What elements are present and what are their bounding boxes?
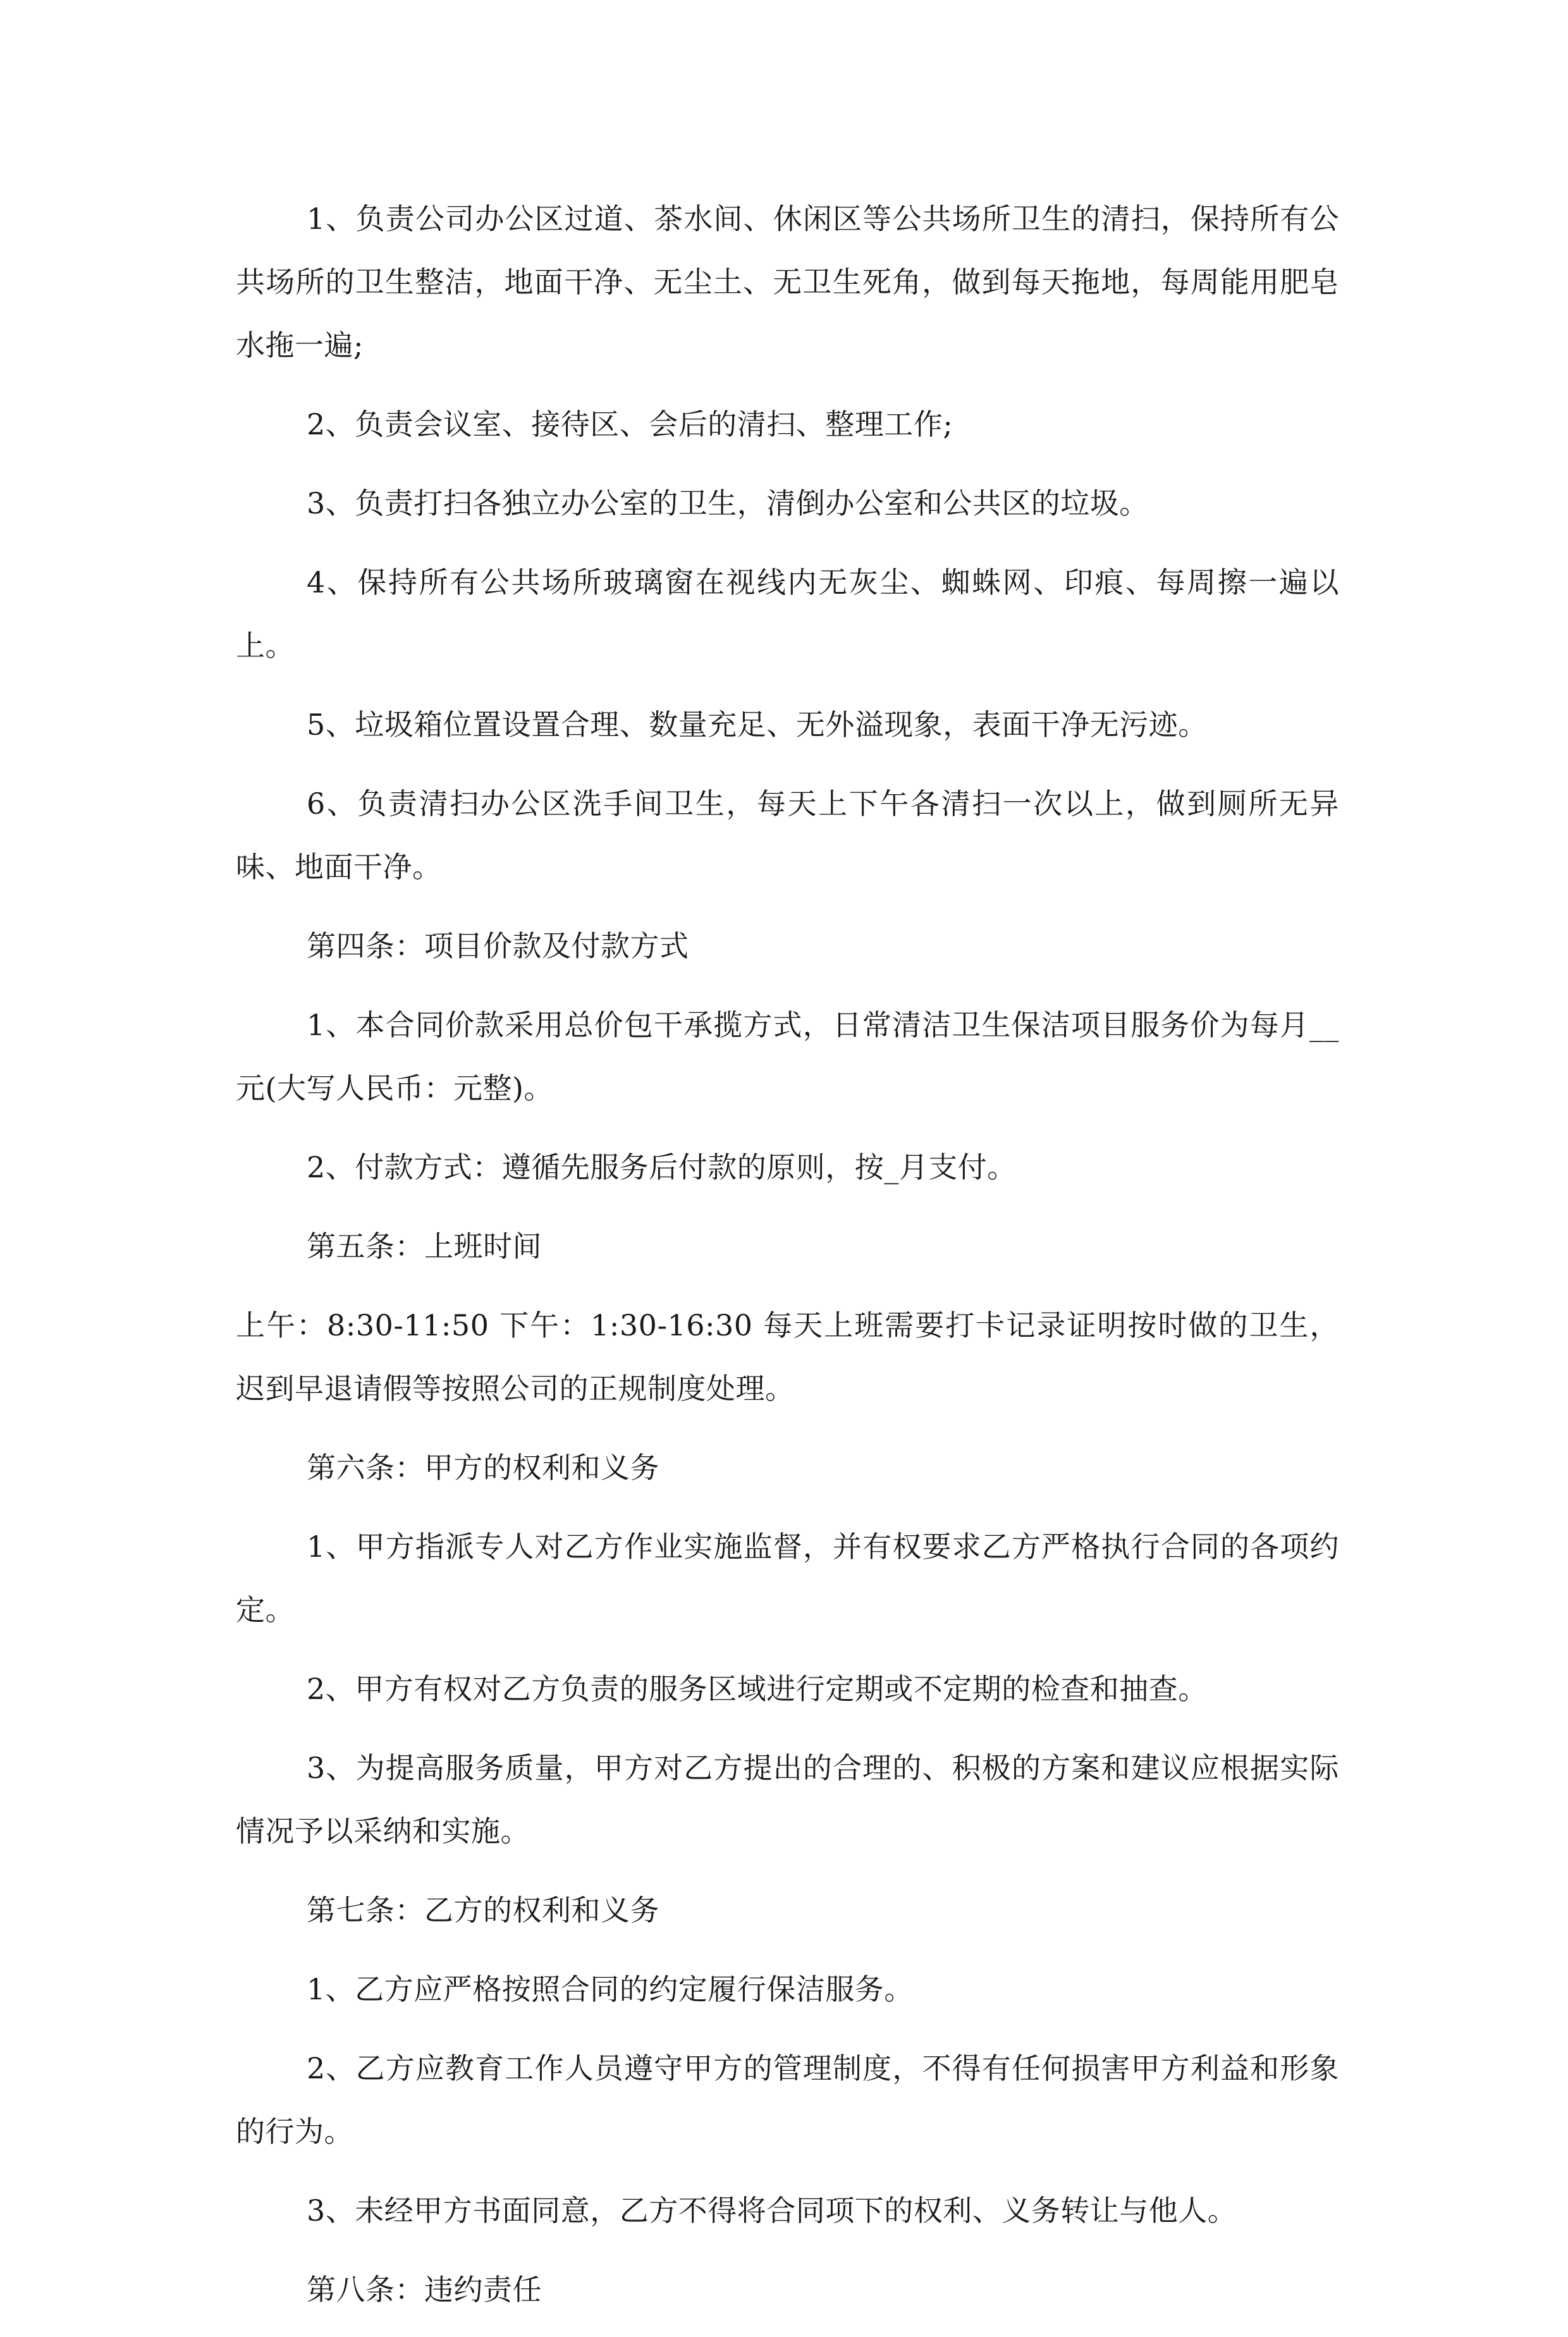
section-heading: 第八条：违约责任 [307, 2273, 542, 2307]
paragraph-item: 1、负责公司办公区过道、茶水间、休闲区等公共场所卫生的清扫，保持所有公共场所的卫生整洁，地面干净、无尘土、无卫生死角，做到每天拖地，每周能用肥皂水拖一遍; [236, 202, 1339, 362]
paragraph-item: 3、未经甲方书面同意，乙方不得将合同项下的权利、义务转让与他人。 [307, 2193, 1237, 2228]
paragraph-item: 2、甲方有权对乙方负责的服务区域进行定期或不定期的检查和抽查。 [307, 1672, 1208, 1706]
paragraph-item: 1、本合同价款采用总价包干承揽方式，日常清洁卫生保洁项目服务价为每月__元(大写人民币：元整)。 [236, 1008, 1339, 1105]
section-heading: 第七条：乙方的权利和义务 [307, 1893, 659, 1927]
paragraph-item: 4、保持所有公共场所玻璃窗在视线内无灰尘、蜘蛛网、印痕、每周擦一遍以上。 [236, 565, 1339, 663]
paragraph-item: 5、垃圾箱位置设置合理、数量充足、无外溢现象，表面干净无污迹。 [307, 708, 1208, 742]
document-body [236, 187, 1339, 2337]
paragraph-item: 3、为提高服务质量，甲方对乙方提出的合理的、积极的方案和建议应根据实际情况予以采纳和实施。 [236, 1751, 1339, 1848]
section-heading: 第四条：项目价款及付款方式 [307, 929, 689, 963]
paragraph-item: 3、负责打扫各独立办公室的卫生，清倒办公室和公共区的垃圾。 [307, 486, 1149, 520]
section-heading: 第六条：甲方的权利和义务 [307, 1451, 659, 1485]
paragraph-item: 6、负责清扫办公区洗手间卫生，每天上下午各清扫一次以上，做到厕所无异味、地面干净。 [236, 787, 1339, 884]
paragraph-item: 2、乙方应教育工作人员遵守甲方的管理制度，不得有任何损害甲方利益和形象的行为。 [236, 2051, 1339, 2149]
paragraph-item: 1、甲方指派专人对乙方作业实施监督，并有权要求乙方严格执行合同的各项约定。 [236, 1530, 1339, 1627]
paragraph-item: 2、负责会议室、接待区、会后的清扫、整理工作; [307, 407, 953, 441]
section-heading: 第五条：上班时间 [307, 1229, 542, 1263]
paragraph-item: 1、乙方应严格按照合同的约定履行保洁服务。 [307, 1972, 914, 2006]
paragraph-item: 2、付款方式：遵循先服务后付款的原则，按_月支付。 [307, 1150, 1017, 1184]
paragraph-plain: 上午：8:30-11:50 下午：1:30-16:30 每天上班需要打卡记录证明按时做的卫生，迟到早退请假等按照公司的正规制度处理。 [236, 1308, 1339, 1406]
